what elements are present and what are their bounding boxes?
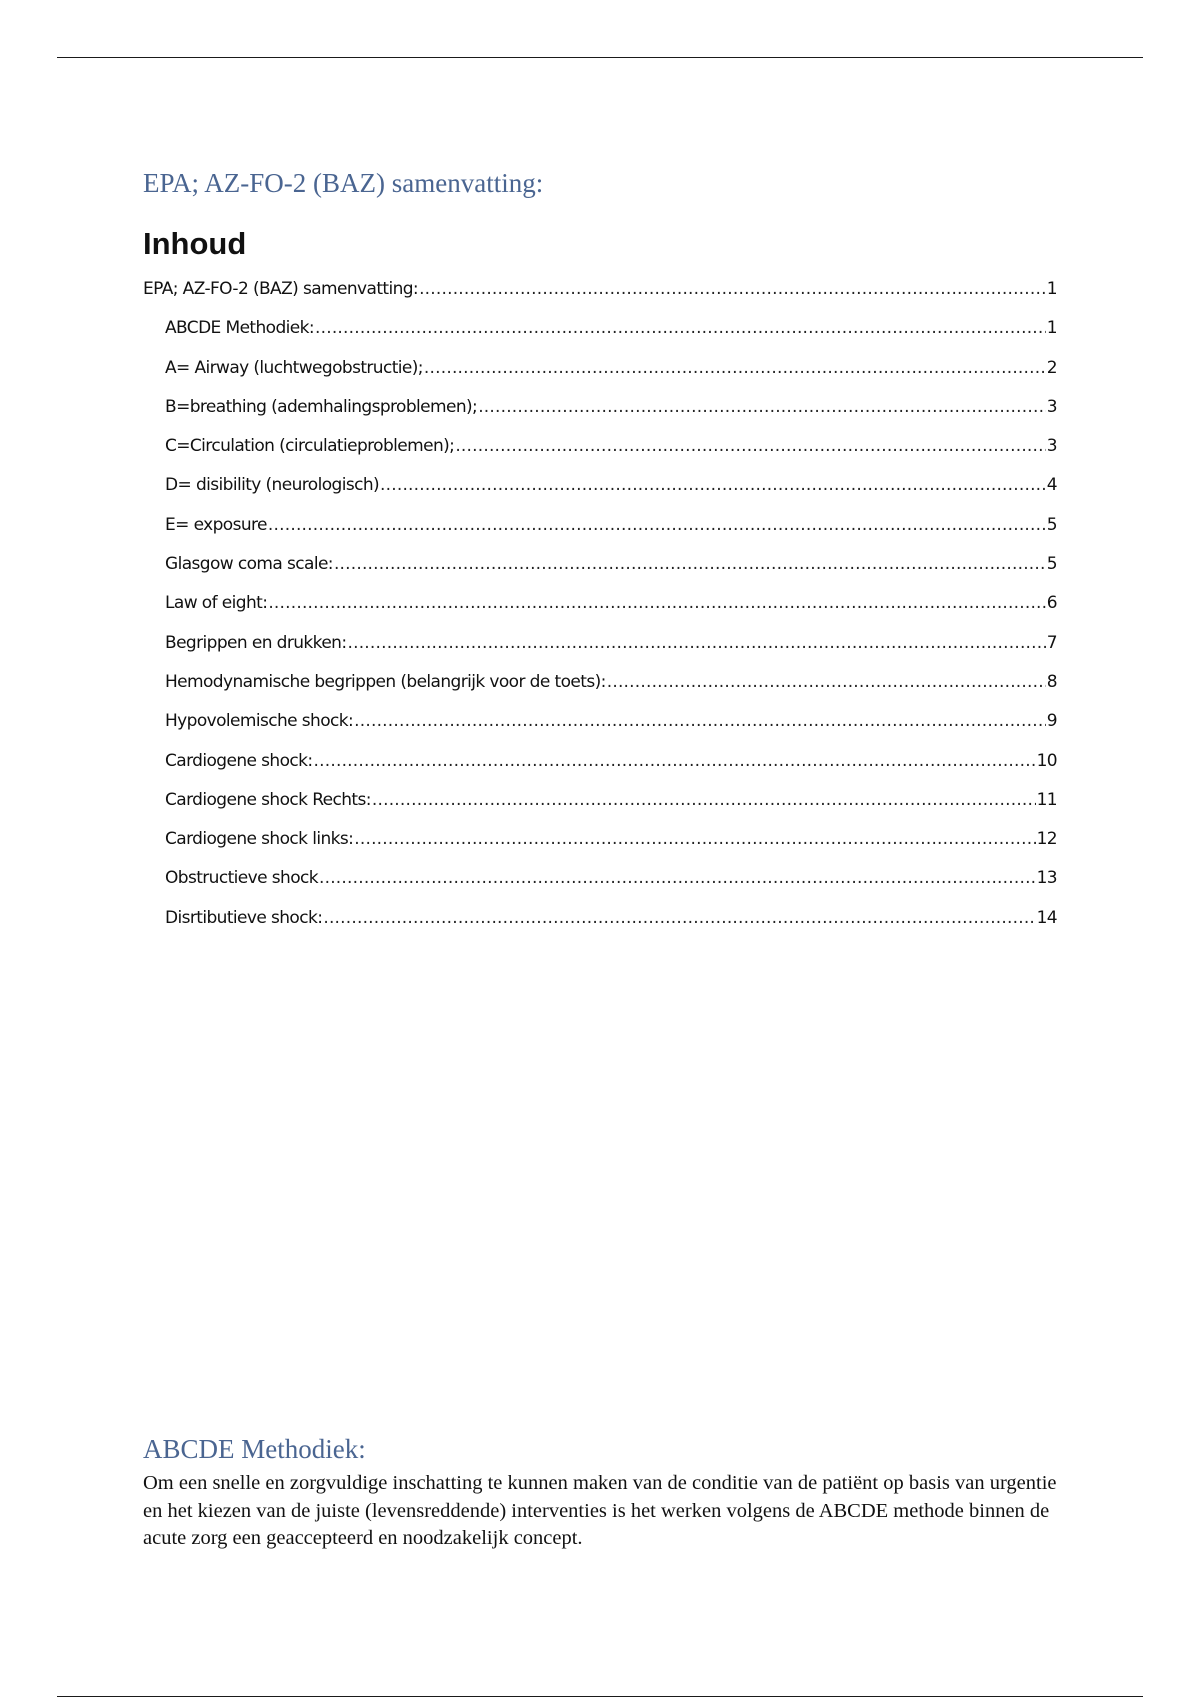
- toc-entry[interactable]: [143, 790, 1057, 829]
- toc-entry-label: EPA; AZ-FO-2 (BAZ) samenvatting:: [143, 279, 419, 299]
- toc-entry-label: Hemodynamische begrippen (belangrijk voor de toets):: [165, 671, 606, 692]
- toc-dot-leader: [354, 711, 1046, 731]
- toc-entry-label: Cardiogene shock:: [165, 750, 313, 771]
- toc-dot-leader: [314, 751, 1036, 771]
- toc-entry-page-number: 7: [1046, 632, 1057, 653]
- toc-entry[interactable]: [143, 279, 1057, 318]
- document-title: EPA; AZ-FO-2 (BAZ) samenvatting:: [143, 168, 544, 198]
- toc-dot-leader: [354, 829, 1035, 849]
- toc-entry-label: Begrippen en drukken:: [165, 632, 347, 653]
- toc-entry[interactable]: [143, 318, 1057, 357]
- toc-entry-label: ABCDE Methodiek:: [165, 318, 315, 339]
- toc-entry-label: Cardiogene shock links:: [165, 829, 354, 850]
- toc-dot-leader: [323, 908, 1035, 928]
- toc-entry-page-number: 11: [1036, 789, 1057, 810]
- toc-dot-leader: [334, 554, 1046, 574]
- table-of-contents: [143, 279, 1057, 947]
- toc-dot-leader: [455, 436, 1045, 456]
- toc-entry[interactable]: [143, 868, 1057, 907]
- toc-entry-label: Cardiogene shock Rechts:: [165, 789, 371, 810]
- toc-entry-page-number: 10: [1036, 750, 1057, 771]
- toc-dot-leader: [268, 515, 1046, 535]
- toc-entry-page-number: 5: [1046, 554, 1057, 575]
- toc-entry-label: B=breathing (ademhalingsproblemen);: [165, 396, 478, 417]
- toc-dot-leader: [268, 593, 1045, 613]
- toc-entry[interactable]: [143, 358, 1057, 397]
- toc-entry-label: A= Airway (luchtwegobstructie);: [165, 357, 423, 378]
- page-footer-rule: [57, 1696, 1143, 1697]
- toc-dot-leader: [347, 633, 1045, 653]
- toc-dot-leader: [319, 868, 1036, 888]
- toc-entry[interactable]: [143, 554, 1057, 593]
- toc-entry-page-number: 2: [1046, 357, 1057, 378]
- toc-entry[interactable]: [143, 436, 1057, 475]
- toc-entry[interactable]: [143, 751, 1057, 790]
- toc-entry[interactable]: [143, 515, 1057, 554]
- toc-entry-page-number: 1: [1046, 279, 1057, 299]
- section-heading-abcde: ABCDE Methodiek:: [143, 1434, 366, 1464]
- page-header-rule: [57, 57, 1143, 58]
- toc-entry-page-number: 3: [1046, 436, 1057, 457]
- toc-entry-page-number: 1: [1046, 318, 1057, 339]
- toc-entry[interactable]: [143, 829, 1057, 868]
- toc-dot-leader: [424, 358, 1046, 378]
- section-body-paragraph: Om een snelle en zorgvuldige inschatting te kunnen maken van de conditie van de patiënt op basis van urgentie en het kiezen van de juiste (levensreddende) interventies is het werken volgens de ABCDE methode binnen de acute zorg een geaccepteerd en noodzakelijk concept.: [143, 1472, 1057, 1549]
- toc-entry[interactable]: [143, 711, 1057, 750]
- toc-entry-label: C=Circulation (circulatieproblemen);: [165, 436, 455, 457]
- toc-entry-page-number: 3: [1046, 396, 1057, 417]
- toc-entry[interactable]: [143, 672, 1057, 711]
- toc-entry-label: Glasgow coma scale:: [165, 554, 333, 575]
- toc-dot-leader: [380, 475, 1046, 495]
- toc-dot-leader: [478, 397, 1046, 417]
- toc-entry-label: D= disibility (neurologisch): [165, 475, 380, 496]
- toc-entry-label: Hypovolemische shock:: [165, 711, 354, 732]
- toc-entry-label: Disrtibutieve shock:: [165, 907, 323, 928]
- toc-entry-page-number: 9: [1046, 711, 1057, 732]
- toc-entry[interactable]: [143, 908, 1057, 947]
- toc-dot-leader: [315, 318, 1046, 338]
- toc-entry-page-number: 13: [1036, 868, 1057, 889]
- toc-entry-page-number: 8: [1046, 671, 1057, 692]
- toc-entry-label: Law of eight:: [165, 593, 268, 614]
- toc-dot-leader: [607, 672, 1046, 692]
- toc-entry-label: E= exposure: [165, 514, 267, 535]
- toc-entry[interactable]: [143, 593, 1057, 632]
- toc-entry[interactable]: [143, 475, 1057, 514]
- toc-entry-page-number: 14: [1036, 907, 1057, 928]
- toc-entry-label: Obstructieve shock: [165, 868, 318, 889]
- toc-dot-leader: [419, 279, 1046, 299]
- toc-entry-page-number: 6: [1046, 593, 1057, 614]
- toc-entry-page-number: 5: [1046, 514, 1057, 535]
- toc-entry-page-number: 12: [1036, 829, 1057, 850]
- toc-heading: Inhoud: [143, 226, 247, 261]
- toc-dot-leader: [372, 790, 1036, 810]
- toc-entry[interactable]: [143, 397, 1057, 436]
- toc-entry[interactable]: [143, 633, 1057, 672]
- toc-entry-page-number: 4: [1046, 475, 1057, 496]
